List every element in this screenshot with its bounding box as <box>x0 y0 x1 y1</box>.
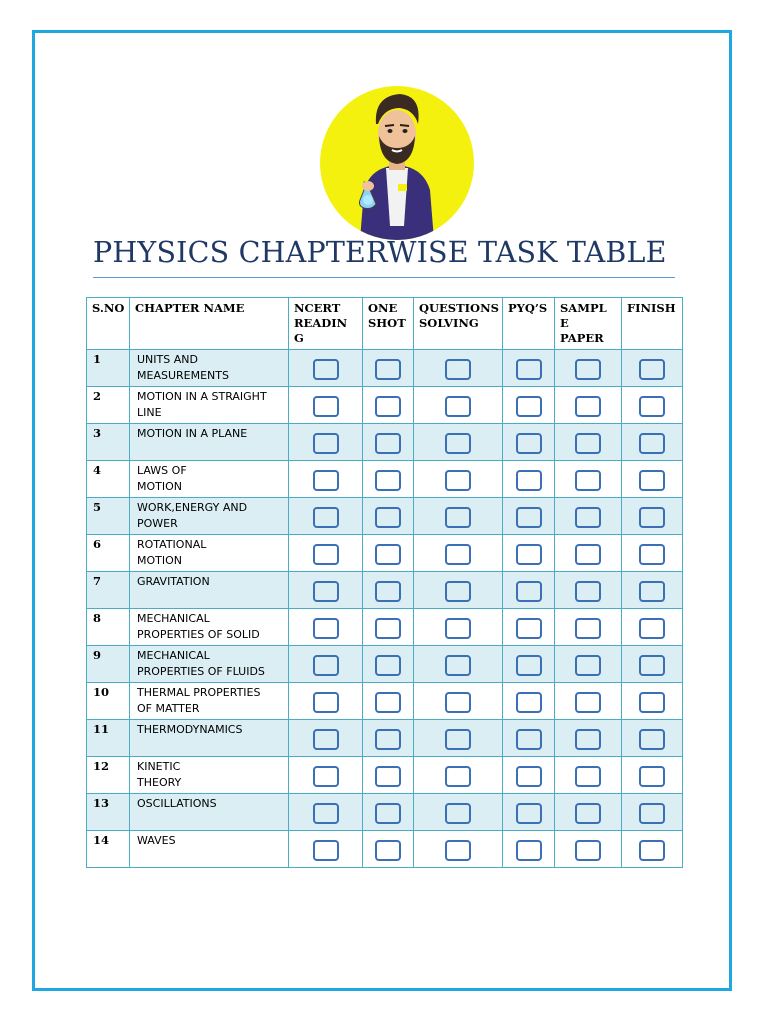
col-header-finish: FINISH <box>622 298 683 350</box>
ncert-checkbox[interactable] <box>313 729 339 750</box>
finish-cell <box>622 350 683 387</box>
row-sno: 12 <box>87 757 130 794</box>
finish-checkbox[interactable] <box>639 433 665 454</box>
one-shot-cell <box>363 387 414 424</box>
questions-checkbox[interactable] <box>445 507 471 528</box>
sample-paper-cell <box>555 831 622 868</box>
finish-cell <box>622 498 683 535</box>
row-chapter-name: MOTION IN A PLANE <box>130 424 289 461</box>
questions-checkbox[interactable] <box>445 359 471 380</box>
sample-paper-cell <box>555 498 622 535</box>
ncert-checkbox[interactable] <box>313 433 339 454</box>
finish-cell <box>622 535 683 572</box>
ncert-checkbox[interactable] <box>313 470 339 491</box>
one-shot-checkbox[interactable] <box>375 840 401 861</box>
questions-cell <box>414 498 503 535</box>
one-shot-checkbox[interactable] <box>375 692 401 713</box>
questions-checkbox[interactable] <box>445 618 471 639</box>
sample-paper-cell <box>555 757 622 794</box>
finish-cell <box>622 387 683 424</box>
row-chapter-name: MOTION IN A STRAIGHT LINE <box>130 387 289 424</box>
ncert-cell <box>289 646 363 683</box>
finish-cell <box>622 683 683 720</box>
row-sno: 13 <box>87 794 130 831</box>
pyq-cell <box>503 498 555 535</box>
title-underline <box>93 277 675 278</box>
questions-cell <box>414 572 503 609</box>
pyq-checkbox[interactable] <box>516 766 542 787</box>
ncert-checkbox[interactable] <box>313 840 339 861</box>
header-row <box>87 298 683 350</box>
one-shot-checkbox[interactable] <box>375 544 401 565</box>
table-row <box>87 646 683 683</box>
ncert-checkbox[interactable] <box>313 655 339 676</box>
ncert-cell <box>289 535 363 572</box>
one-shot-cell <box>363 350 414 387</box>
questions-checkbox[interactable] <box>445 655 471 676</box>
row-chapter-name: MECHANICAL PROPERTIES OF SOLID <box>130 609 289 646</box>
ncert-cell <box>289 683 363 720</box>
sample-paper-checkbox[interactable] <box>575 840 601 861</box>
one-shot-cell <box>363 498 414 535</box>
col-header-chapter: CHAPTER NAME <box>130 298 289 350</box>
finish-cell <box>622 757 683 794</box>
col-header-pyq: PYQ’S <box>503 298 555 350</box>
one-shot-cell <box>363 646 414 683</box>
one-shot-cell <box>363 757 414 794</box>
ncert-checkbox[interactable] <box>313 766 339 787</box>
one-shot-checkbox[interactable] <box>375 655 401 676</box>
row-chapter-name: KINETIC THEORY <box>130 757 289 794</box>
questions-checkbox[interactable] <box>445 803 471 824</box>
pyq-cell <box>503 387 555 424</box>
row-chapter-name: LAWS OF MOTION <box>130 461 289 498</box>
finish-checkbox[interactable] <box>639 544 665 565</box>
row-sno: 10 <box>87 683 130 720</box>
sample-paper-cell <box>555 387 622 424</box>
ncert-cell <box>289 350 363 387</box>
pyq-cell <box>503 720 555 757</box>
row-sno: 6 <box>87 535 130 572</box>
sample-paper-checkbox[interactable] <box>575 618 601 639</box>
row-sno: 1 <box>87 350 130 387</box>
pyq-checkbox[interactable] <box>516 433 542 454</box>
table-row <box>87 609 683 646</box>
ncert-cell <box>289 572 363 609</box>
one-shot-checkbox[interactable] <box>375 396 401 417</box>
row-chapter-name: THERMAL PROPERTIES OF MATTER <box>130 683 289 720</box>
row-chapter-name: WAVES <box>130 831 289 868</box>
ncert-cell <box>289 461 363 498</box>
sample-paper-checkbox[interactable] <box>575 470 601 491</box>
teacher-avatar <box>320 86 474 240</box>
task-table <box>86 297 683 868</box>
one-shot-checkbox[interactable] <box>375 766 401 787</box>
pyq-checkbox[interactable] <box>516 803 542 824</box>
finish-checkbox[interactable] <box>639 507 665 528</box>
one-shot-cell <box>363 535 414 572</box>
one-shot-checkbox[interactable] <box>375 470 401 491</box>
sample-paper-checkbox[interactable] <box>575 692 601 713</box>
ncert-checkbox[interactable] <box>313 618 339 639</box>
row-chapter-name: ROTATIONAL MOTION <box>130 535 289 572</box>
row-sno: 14 <box>87 831 130 868</box>
one-shot-cell <box>363 424 414 461</box>
pyq-checkbox[interactable] <box>516 396 542 417</box>
ncert-checkbox[interactable] <box>313 544 339 565</box>
ncert-cell <box>289 720 363 757</box>
questions-cell <box>414 720 503 757</box>
table-row <box>87 757 683 794</box>
questions-cell <box>414 535 503 572</box>
questions-cell <box>414 609 503 646</box>
sample-paper-checkbox[interactable] <box>575 655 601 676</box>
questions-checkbox[interactable] <box>445 396 471 417</box>
questions-checkbox[interactable] <box>445 581 471 602</box>
sample-paper-cell <box>555 424 622 461</box>
sample-paper-cell <box>555 461 622 498</box>
table-row <box>87 831 683 868</box>
one-shot-cell <box>363 683 414 720</box>
finish-checkbox[interactable] <box>639 803 665 824</box>
sample-paper-cell <box>555 572 622 609</box>
questions-cell <box>414 757 503 794</box>
row-chapter-name: WORK,ENERGY AND POWER <box>130 498 289 535</box>
finish-checkbox[interactable] <box>639 396 665 417</box>
sample-paper-cell <box>555 646 622 683</box>
pyq-cell <box>503 461 555 498</box>
pyq-checkbox[interactable] <box>516 655 542 676</box>
ncert-cell <box>289 387 363 424</box>
table-row <box>87 720 683 757</box>
one-shot-cell <box>363 794 414 831</box>
table-row <box>87 683 683 720</box>
questions-checkbox[interactable] <box>445 692 471 713</box>
table-row <box>87 424 683 461</box>
sample-paper-cell <box>555 683 622 720</box>
table-row <box>87 350 683 387</box>
one-shot-checkbox[interactable] <box>375 581 401 602</box>
col-header-questions: QUESTIONS SOLVING <box>414 298 503 350</box>
sample-paper-cell <box>555 720 622 757</box>
row-chapter-name: THERMODYNAMICS <box>130 720 289 757</box>
questions-cell <box>414 683 503 720</box>
one-shot-checkbox[interactable] <box>375 359 401 380</box>
sample-paper-cell <box>555 535 622 572</box>
pyq-cell <box>503 424 555 461</box>
finish-cell <box>622 794 683 831</box>
ncert-checkbox[interactable] <box>313 692 339 713</box>
questions-cell <box>414 646 503 683</box>
table-row <box>87 387 683 424</box>
row-sno: 9 <box>87 646 130 683</box>
row-sno: 8 <box>87 609 130 646</box>
pyq-checkbox[interactable] <box>516 581 542 602</box>
sample-paper-cell <box>555 794 622 831</box>
pyq-cell <box>503 794 555 831</box>
questions-cell <box>414 461 503 498</box>
ncert-cell <box>289 794 363 831</box>
questions-checkbox[interactable] <box>445 544 471 565</box>
pyq-checkbox[interactable] <box>516 470 542 491</box>
one-shot-checkbox[interactable] <box>375 803 401 824</box>
pyq-cell <box>503 757 555 794</box>
task-table-body <box>87 350 683 868</box>
ncert-checkbox[interactable] <box>313 581 339 602</box>
finish-checkbox[interactable] <box>639 729 665 750</box>
row-chapter-name: GRAVITATION <box>130 572 289 609</box>
questions-cell <box>414 424 503 461</box>
finish-cell <box>622 720 683 757</box>
questions-cell <box>414 387 503 424</box>
one-shot-checkbox[interactable] <box>375 729 401 750</box>
one-shot-cell <box>363 609 414 646</box>
pyq-checkbox[interactable] <box>516 507 542 528</box>
row-sno: 5 <box>87 498 130 535</box>
questions-checkbox[interactable] <box>445 766 471 787</box>
one-shot-checkbox[interactable] <box>375 507 401 528</box>
row-chapter-name: UNITS AND MEASUREMENTS <box>130 350 289 387</box>
questions-cell <box>414 831 503 868</box>
finish-checkbox[interactable] <box>639 840 665 861</box>
row-sno: 4 <box>87 461 130 498</box>
pyq-checkbox[interactable] <box>516 729 542 750</box>
pyq-cell <box>503 831 555 868</box>
pyq-cell <box>503 350 555 387</box>
table-row <box>87 572 683 609</box>
finish-checkbox[interactable] <box>639 359 665 380</box>
row-chapter-name: OSCILLATIONS <box>130 794 289 831</box>
ncert-checkbox[interactable] <box>313 803 339 824</box>
pyq-cell <box>503 609 555 646</box>
ncert-cell <box>289 609 363 646</box>
finish-checkbox[interactable] <box>639 692 665 713</box>
row-sno: 7 <box>87 572 130 609</box>
sample-paper-cell <box>555 609 622 646</box>
pyq-cell <box>503 572 555 609</box>
sample-paper-checkbox[interactable] <box>575 359 601 380</box>
one-shot-checkbox[interactable] <box>375 618 401 639</box>
questions-checkbox[interactable] <box>445 433 471 454</box>
ncert-checkbox[interactable] <box>313 396 339 417</box>
finish-checkbox[interactable] <box>639 655 665 676</box>
table-row <box>87 461 683 498</box>
questions-checkbox[interactable] <box>445 470 471 491</box>
questions-checkbox[interactable] <box>445 840 471 861</box>
finish-cell <box>622 646 683 683</box>
ncert-cell <box>289 831 363 868</box>
pyq-cell <box>503 683 555 720</box>
finish-cell <box>622 424 683 461</box>
sample-paper-checkbox[interactable] <box>575 396 601 417</box>
ncert-cell <box>289 424 363 461</box>
row-sno: 2 <box>87 387 130 424</box>
finish-checkbox[interactable] <box>639 618 665 639</box>
pyq-checkbox[interactable] <box>516 544 542 565</box>
pyq-cell <box>503 535 555 572</box>
finish-cell <box>622 609 683 646</box>
sample-paper-checkbox[interactable] <box>575 803 601 824</box>
row-sno: 3 <box>87 424 130 461</box>
pyq-checkbox[interactable] <box>516 692 542 713</box>
finish-cell <box>622 831 683 868</box>
row-sno: 11 <box>87 720 130 757</box>
sample-paper-checkbox[interactable] <box>575 507 601 528</box>
one-shot-cell <box>363 831 414 868</box>
finish-checkbox[interactable] <box>639 470 665 491</box>
sample-paper-cell <box>555 350 622 387</box>
finish-cell <box>622 461 683 498</box>
ncert-checkbox[interactable] <box>313 359 339 380</box>
ncert-checkbox[interactable] <box>313 507 339 528</box>
ncert-cell <box>289 498 363 535</box>
one-shot-cell <box>363 572 414 609</box>
questions-checkbox[interactable] <box>445 729 471 750</box>
sample-paper-checkbox[interactable] <box>575 766 601 787</box>
pyq-checkbox[interactable] <box>516 618 542 639</box>
col-header-ncert: NCERT READIN G <box>289 298 363 350</box>
one-shot-cell <box>363 720 414 757</box>
pyq-checkbox[interactable] <box>516 359 542 380</box>
questions-cell <box>414 794 503 831</box>
row-chapter-name: MECHANICAL PROPERTIES OF FLUIDS <box>130 646 289 683</box>
sample-paper-checkbox[interactable] <box>575 581 601 602</box>
page-title: PHYSICS CHAPTERWISE TASK TABLE <box>93 236 667 269</box>
finish-checkbox[interactable] <box>639 581 665 602</box>
one-shot-cell <box>363 461 414 498</box>
sample-paper-checkbox[interactable] <box>575 433 601 454</box>
one-shot-checkbox[interactable] <box>375 433 401 454</box>
finish-cell <box>622 572 683 609</box>
sample-paper-checkbox[interactable] <box>575 544 601 565</box>
col-header-one-shot: ONE SHOT <box>363 298 414 350</box>
pyq-checkbox[interactable] <box>516 840 542 861</box>
col-header-sample-paper: SAMPL E PAPER <box>555 298 622 350</box>
col-header-sno: S.NO <box>87 298 130 350</box>
pyq-cell <box>503 646 555 683</box>
table-row <box>87 498 683 535</box>
table-row <box>87 535 683 572</box>
table-row <box>87 794 683 831</box>
ncert-cell <box>289 757 363 794</box>
finish-checkbox[interactable] <box>639 766 665 787</box>
sample-paper-checkbox[interactable] <box>575 729 601 750</box>
questions-cell <box>414 350 503 387</box>
